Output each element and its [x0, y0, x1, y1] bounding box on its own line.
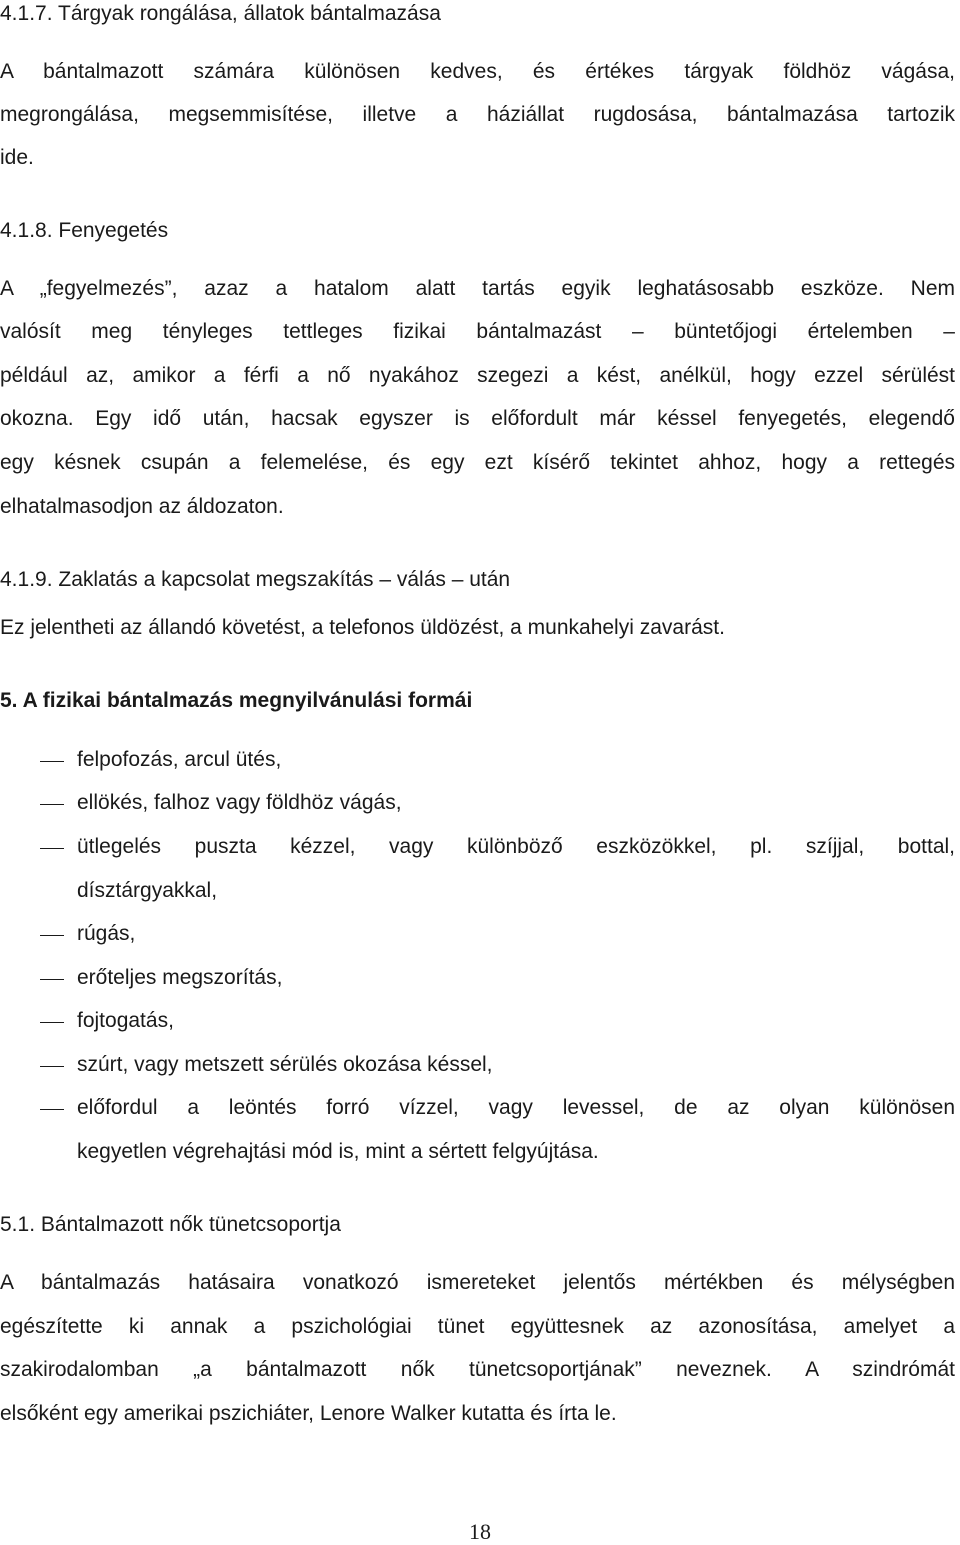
section-heading-5: 5. A fizikai bántalmazás megnyilvánulási formái [0, 689, 473, 712]
paragraph-line: A „fegyelmezés”, azaz a hatalom alatt tartás egyik leghatásosabb eszköze. Nem [0, 277, 955, 300]
dash-bullet-icon [40, 761, 64, 762]
paragraph-line: A bántalmazás hatásaira vonatkozó ismereteket jelentős mértékben és mélységben [0, 1271, 955, 1294]
paragraph-line: egy késnek csupán a felemelése, és egy ezt kísérő tekintet ahhoz, hogy a rettegés [0, 451, 955, 474]
dash-bullet-icon [40, 935, 64, 936]
dash-bullet-icon [40, 848, 64, 849]
paragraph-line: Ez jelentheti az állandó követést, a telefonos üldözést, a munkahelyi zavarást. [0, 616, 725, 639]
dash-bullet-icon [40, 1109, 64, 1110]
paragraph-line: A bántalmazott számára különösen kedves, és értékes tárgyak földhöz vágása, [0, 60, 955, 83]
paragraph-line: megrongálása, megsemmisítése, illetve a háziállat rugdosása, bántalmazása tartozik [0, 103, 955, 126]
list-item-text: fojtogatás, [77, 1009, 174, 1032]
paragraph-line: ide. [0, 146, 34, 169]
list-item-text: előfordul a leöntés forró vízzel, vagy levessel, de az olyan különösen [77, 1096, 955, 1119]
list-item-text: erőteljes megszorítás, [77, 966, 283, 989]
paragraph-line: elhatalmasodjon az áldozaton. [0, 495, 284, 518]
paragraph-line: okozna. Egy idő után, hacsak egyszer is előfordult már késsel fenyegetés, elegendő [0, 407, 955, 430]
paragraph-line: egészítette ki annak a pszichológiai tünet együttesnek az azonosítása, amelyet a [0, 1315, 955, 1338]
dash-bullet-icon [40, 804, 64, 805]
paragraph-line: valósít meg tényleges tettleges fizikai bántalmazást – büntetőjogi értelemben – [0, 320, 955, 343]
paragraph-line: például az, amikor a férfi a nő nyakához szegezi a kést, anélkül, hogy ezzel sérülést [0, 364, 955, 387]
list-item-text: ellökés, falhoz vagy földhöz vágás, [77, 791, 402, 814]
list-item-text: rúgás, [77, 922, 136, 945]
list-item-text: ütlegelés puszta kézzel, vagy különböző eszközökkel, pl. szíjjal, bottal, [77, 835, 955, 858]
list-item-text: kegyetlen végrehajtási mód is, mint a sértett felgyújtása. [77, 1140, 599, 1163]
section-heading-4-1-8: 4.1.8. Fenyegetés [0, 219, 169, 242]
dash-bullet-icon [40, 1066, 64, 1067]
list-item-text: szúrt, vagy metszett sérülés okozása késsel, [77, 1053, 493, 1076]
page-number: 18 [469, 1519, 491, 1544]
paragraph-line: elsőként egy amerikai pszichiáter, Lenore Walker kutatta és írta le. [0, 1402, 617, 1425]
section-heading-4-1-9: 4.1.9. Zaklatás a kapcsolat megszakítás – válás – után [0, 568, 511, 591]
paragraph-line: szakirodalomban „a bántalmazott nők tünetcsoportjának” neveznek. A szindrómát [0, 1358, 955, 1381]
list-item-text: dísztárgyakkal, [77, 879, 218, 902]
dash-bullet-icon [40, 979, 64, 980]
dash-bullet-icon [40, 1022, 64, 1023]
section-heading-4-1-7: 4.1.7. Tárgyak rongálása, állatok bántalmazása [0, 2, 441, 25]
list-item-text: felpofozás, arcul ütés, [77, 748, 282, 771]
section-heading-5-1: 5.1. Bántalmazott nők tünetcsoportja [0, 1213, 341, 1236]
